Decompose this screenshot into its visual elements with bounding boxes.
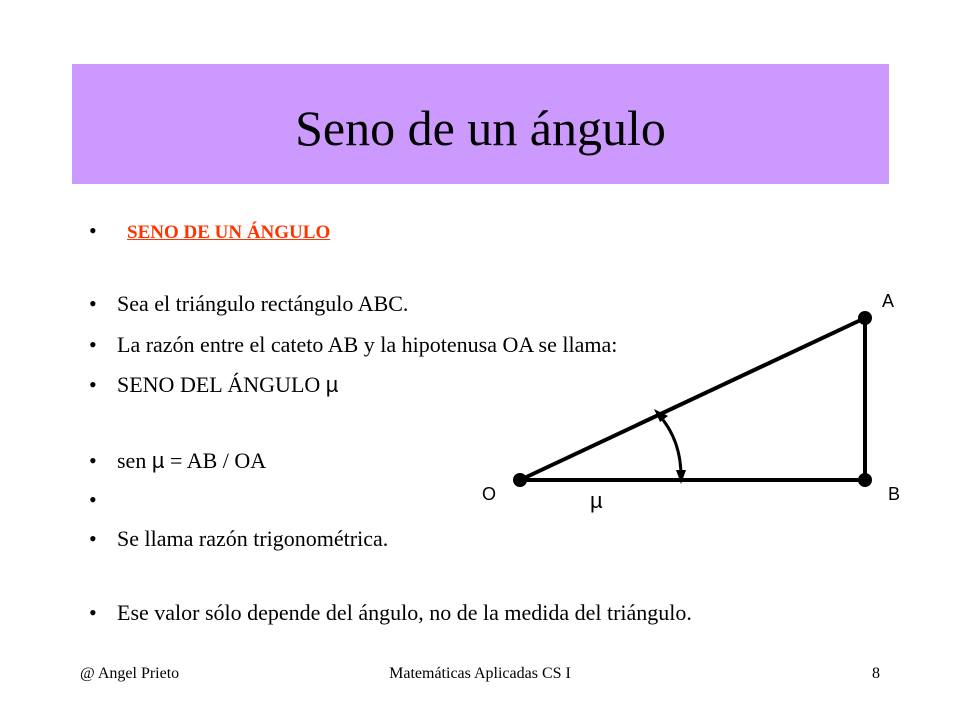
line-2-text: La razón entre el cateto AB y la hipotenusa OA se llama: [117, 332, 618, 357]
mu-symbol: µ [151, 448, 165, 473]
line-1-text: Sea el triángulo rectángulo ABC. [117, 291, 409, 316]
point-B [858, 473, 872, 487]
mu-symbol: µ [325, 372, 339, 397]
line-3-text: SENO DEL ÁNGULO [117, 372, 326, 397]
point-A [858, 311, 872, 325]
bullet-dot: • [89, 291, 97, 316]
bullet-dot: • [89, 448, 97, 473]
label-A: A [882, 291, 895, 311]
bullet-dot: • [89, 487, 97, 512]
label-O: O [482, 484, 497, 504]
label-angle: µ [590, 488, 603, 513]
bullet-dot: • [89, 218, 97, 243]
line-4-text-a: sen [117, 448, 152, 473]
line-6-text: Se llama razón trigonométrica. [117, 526, 389, 551]
side-OA [520, 318, 865, 480]
bullet-dot: • [89, 332, 97, 357]
line-7-text: Ese valor sólo depende del ángulo, no de la medida del triángulo. [117, 600, 692, 625]
bullet-dot: • [89, 372, 97, 397]
point-O [513, 473, 527, 487]
footer-page-number: 8 [872, 665, 880, 682]
bullet-dot: • [89, 600, 97, 625]
heading-link[interactable]: SENO DE UN ÁNGULO [127, 222, 331, 243]
label-B: B [888, 484, 901, 504]
footer-author: @ Angel Prieto [80, 665, 180, 682]
slide-title: Seno de un ángulo [295, 100, 666, 156]
bullet-dot: • [89, 526, 97, 551]
line-4-text-c: = AB / OA [164, 448, 267, 473]
footer-course: Matemáticas Aplicadas CS I [389, 665, 571, 682]
